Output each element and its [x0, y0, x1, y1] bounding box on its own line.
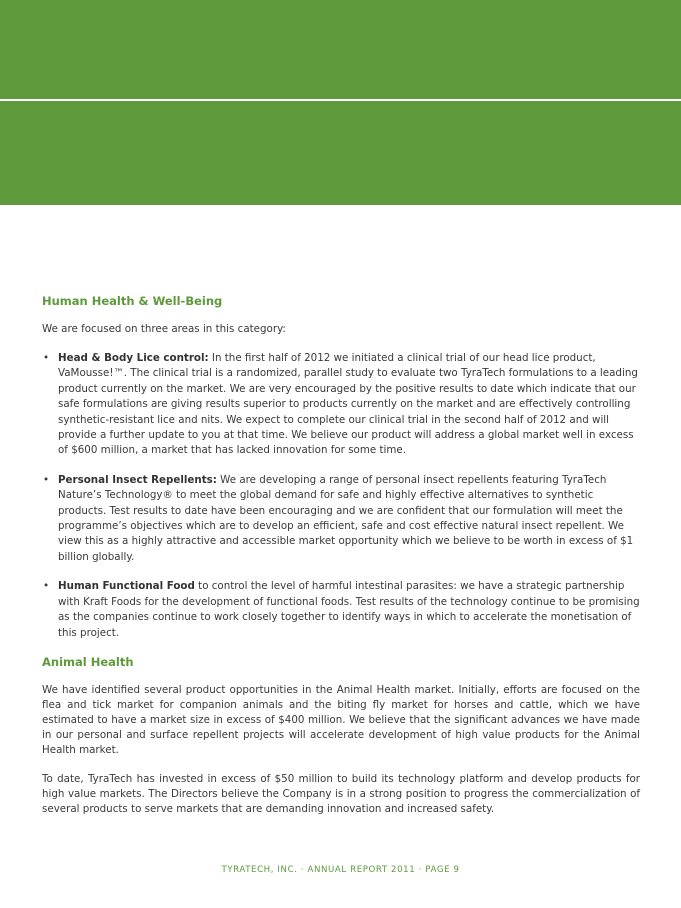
bullet-icon: •: [43, 580, 50, 593]
paragraph: To date, TyraTech has invested in excess of $50 million to build its technology platform and develop products for high value markets. The Directors believe the Company is in a strong position to progress the commercialization of several products to serve markets that are demanding innovation and increased safety.: [42, 772, 640, 815]
bullet-list: [42, 351, 640, 641]
list-item-title: Human Functional Food: [58, 580, 195, 593]
list-item-title: Personal Insect Repellents:: [58, 473, 217, 486]
bullet-icon: •: [43, 473, 50, 486]
main-content: [42, 294, 640, 817]
section-intro: We are focused on three areas in this category:: [42, 323, 286, 335]
section-heading-human-health: Human Health & Well-Being: [42, 294, 223, 308]
banner-divider: [0, 99, 681, 101]
list-item-insect-repellents: [42, 473, 640, 565]
section-heading-animal-health: Animal Health: [42, 654, 134, 669]
list-item-lice-control: [42, 351, 640, 459]
list-item-functional-food: [42, 579, 640, 641]
paragraph: We have identified several product opportunities in the Animal Health market. Initially, efforts are focused on the flea and tick market for companion animals and the biting fly market for horses and cattle, which we have estimated to have a market size in excess of $400 million. We believe that the significant advances we have made in our personal and surface repellent projects will accelerate development of high value products for the Animal Health market.: [42, 683, 640, 756]
header-banner: [0, 0, 681, 205]
bullet-icon: •: [43, 352, 50, 364]
page-footer: TYRATECH, INC. · ANNUAL REPORT 2011 · PAGE 9: [221, 865, 460, 875]
list-item-text: In the first half of 2012 we initiated a clinical trial of our head lice product, VaMousse!™. The clinical trial is a randomized, parallel study to evaluate two TyraTech formulations to a leading product currently on the market. We are very encouraged by the positive results to date which indicate that our safe formulations are giving results superior to products currently on the market and are effectively controlling synthetic-resistant lice and nits. We expect to complete our clinical trial in the second half of 2012 and will provide a further update to you at that time. We believe our product will address a global market well in excess of $600 million, a market that has lacked innovation for some time.: [58, 352, 638, 457]
list-item-text: to control the level of harmful intestinal parasites: we have a strategic partnership with Kraft Foods for the development of functional foods. Test results of the technology continue to be promising as the companies continue to work closely together to identify ways in which to accelerate the monetisation of this project.: [58, 580, 640, 639]
list-item-text: We are developing a range of personal insect repellents featuring TyraTech Nature’s Technology® to meet the global demand for safe and highly effective alternatives to synthetic products. Test results to date have been encouraging and we are confident that our formulation will meet the programme’s objectives which are to develop an efficient, safe and cost effective natural insect repellent. We view this as a highly attractive and accessible market opportunity which we believe to be worth in excess of $1 billion globally.: [58, 473, 634, 563]
list-item-title: Head & Body Lice control:: [58, 352, 209, 364]
